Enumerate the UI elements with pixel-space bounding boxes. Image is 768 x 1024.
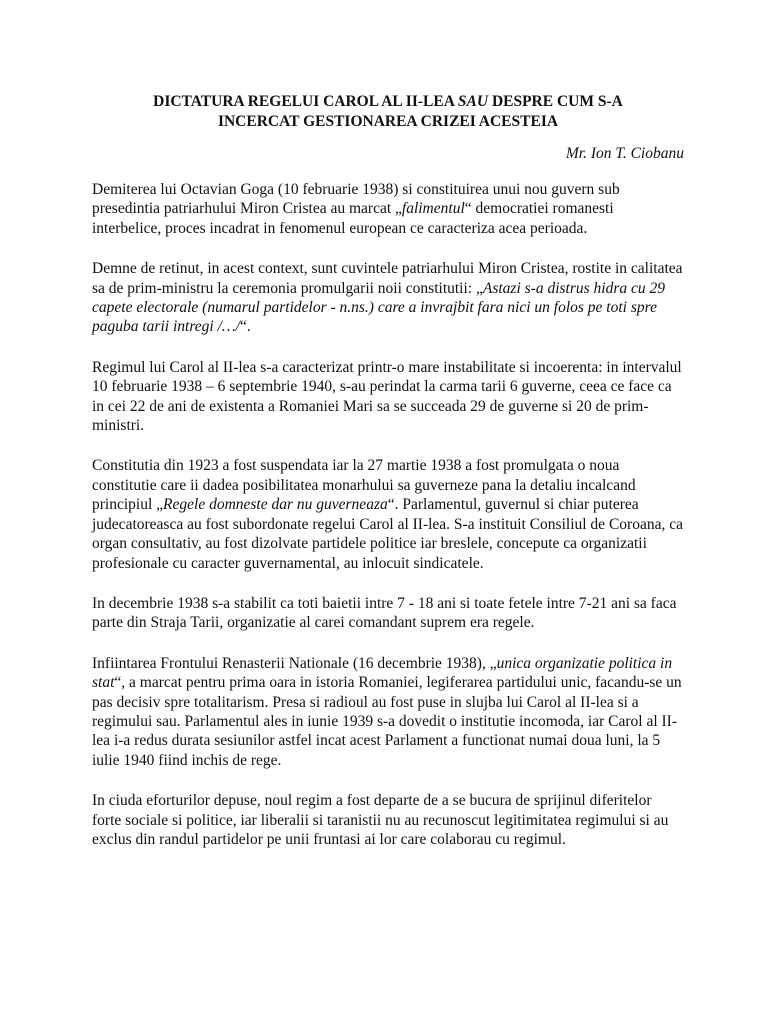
paragraph-1-italic: falimentul [401,200,465,218]
title-line1-before: DICTATURA REGELUI CAROL AL II-LEA [153,93,458,110]
paragraph-2 [92,259,684,337]
paragraph-4-text-c: “. Parlamentul, guvernul si chiar puterea judecatoreasca au fost subordonate regelui Carol al II-lea. S-a instituit Consiliul de Coroana, ca organ consultativ, au fost dizolvate partidele politice iar breslele, concepute ca organizatii profesionale cu caracter guvernamental, au inlocuit sindicatele. [92,496,683,572]
paragraph-4 [92,456,684,572]
paragraph-7: In ciuda eforturilor depuse, noul regim a fost departe de a se bucura de sprijinul diferitelor forte sociale si politice, iar liberalii si taranistii nu au recunoscut legitimitatea regimului si au exclus din randul partidelor pe unii fruntasi ai lor care colaborau cu regimul. [92,792,669,848]
paragraph-2-text-c: “. [239,318,251,336]
title-line1-italic: SAU [457,93,489,110]
paragraph-3: Regimul lui Carol al II-lea s-a caracterizat printr-o mare instabilitate si incoerenta: in intervalul 10 februarie 1938 – 6 septembrie 1940, s-au perindat la carma tarii 6 guverne, ceea ce face ca in cei 22 de ani de existenta a Romaniei Mari sa se succeada 29 de guverne si 20 de prim-ministri. [92,358,682,435]
title-line1-after: DESPRE CUM S-A [488,93,623,110]
paragraph-6-quote: unica organizatie politica in stat [92,654,673,692]
paragraph-6-text-a: Infiintarea Frontului Renasterii Nationale (16 decembrie 1938), „ [92,654,497,672]
title-line2: INCERCAT GESTIONAREA CRIZEI ACESTEIA [217,113,559,130]
paragraph-5: In decembrie 1938 s-a stabilit ca toti baietii intre 7 - 18 ani si toate fetele intre 7-21 ani sa faca parte din Straja Tarii, organizatie al carei comandant suprem era regele. [92,594,677,632]
paragraph-6-text-c: “, a marcat pentru prima oara in istoria Romaniei, legiferarea partidului unic, facandu-se un pas decisiv spre totalitarism. Presa si radioul au fost puse in slujba lui Carol al II-lea si a regimului sau. Parlamentul ales in iunie 1939 s-a dovedit o institutie incomoda, iar Carol al II-lea i-a redus durata sesiunilor astfel incat acest Parlament a functionat numai doua luni, la 5 iulie 1940 fiind inchis de rege. [92,674,682,769]
paragraph-6 [92,654,684,770]
document-page [92,92,684,870]
author-name: Mr. Ion T. Ciobanu [565,145,684,162]
paragraph-1-text-c: “ democratiei romanesti interbelice, proces incadrat in fenomenul european ce caracteriza acea perioada. [92,200,614,237]
paragraph-4-quote: Regele domneste dar nu guverneaza [163,496,388,514]
paragraph-4-text-a: Constitutia din 1923 a fost suspendata iar la 27 martie 1938 a fost promulgata o noua constitutie care ii dadea posibilitatea monarhului sa guverneze pana la detaliu incalcand principiul „ [92,457,636,514]
paragraph-1 [92,180,684,238]
paragraph-2-quote: Astazi s-a distrus hidra cu 29 capete electorale (numarul partidelor - n.ns.) care a invrajbit fara nici un folos pe toti spre paguba tarii intregi /…/ [92,279,665,336]
document-title [92,92,684,132]
paragraph-1-text-a: Demiterea lui Octavian Goga (10 februarie 1938) si constituirea unui nou guvern sub presedintia patriarhului Miron Cristea au marcat „ [92,181,620,218]
paragraph-2-text-a: Demne de retinut, in acest context, sunt cuvintele patriarhului Miron Cristea, rostite in calitatea sa de prim-ministru la ceremonia promulgarii noii constitutii: „ [92,260,683,297]
